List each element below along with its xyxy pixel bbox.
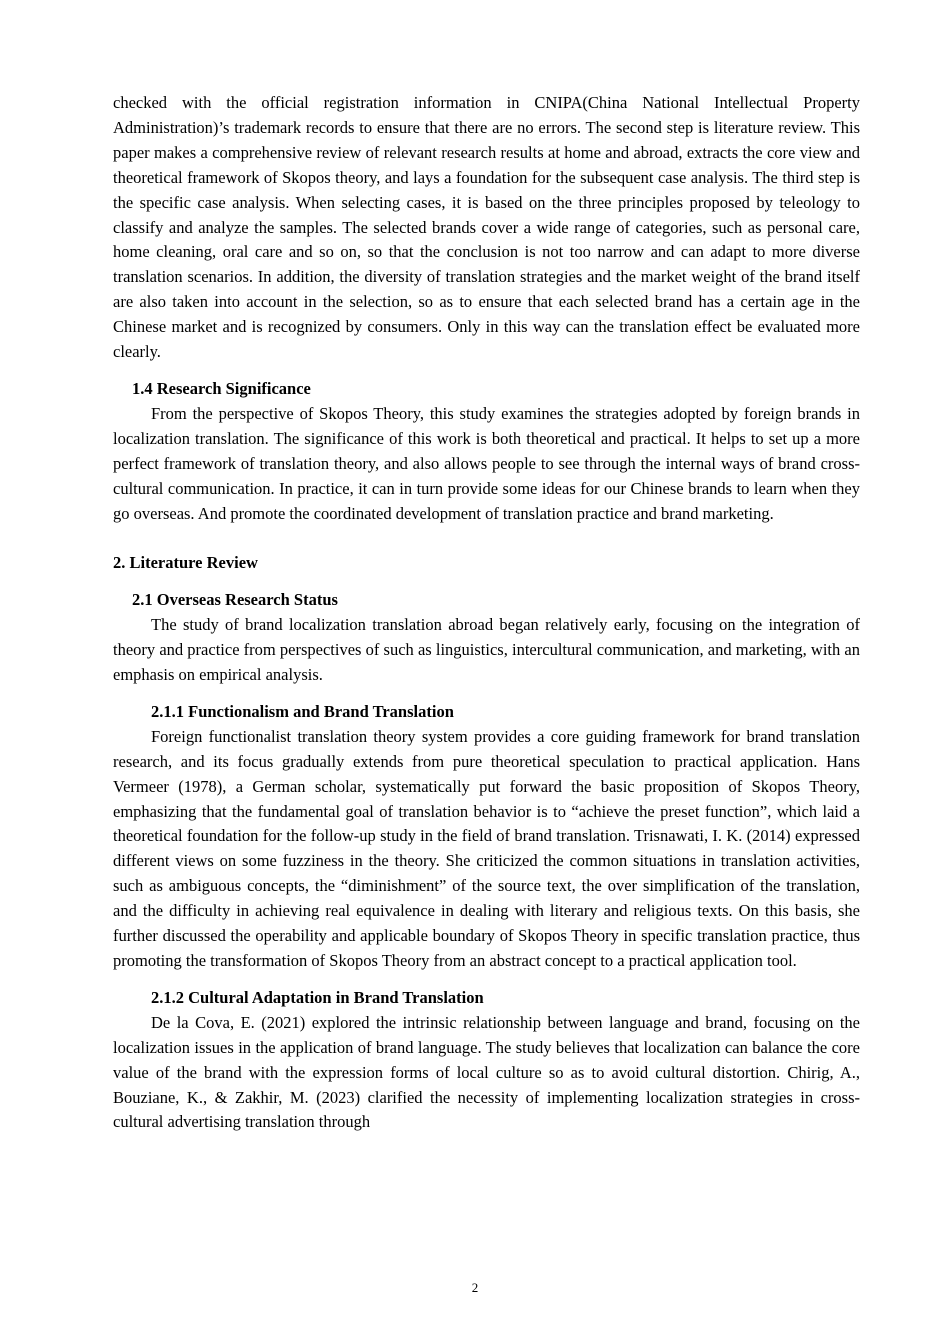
paragraph-functionalism: Foreign functionalist translation theory system provides a core guiding framework for brand translation research, and its focus gradually extends from pure theoretical speculation to practical application. Hans Vermeer (1978), a German scholar, systematically put forward the basic proposition of Skopos Theory, emphasizing that the fundamental goal of translation behavior is to “achieve the preset function”, which laid a theoretical foundation for the follow-up study in the field of brand translation. Trisnawati, I. K. (2014) expressed different views on some fuzziness in the theory. She criticized the common situations in translation activities, such as ambiguous concepts, the “diminishment” of the source text, the over simplification of the translation, and the difficulty in achieving real equivalence in dealing with literary and religious texts. On this basis, she further discussed the operability and applicable boundary of Skopos Theory in specific translation practice, thus promoting the transformation of Skopos Theory from an abstract concept to a practical application tool. bbox=[113, 726, 860, 970]
page-number: 2 bbox=[471, 1280, 479, 1295]
paragraph-research-significance: From the perspective of Skopos Theory, this study examines the strategies adopted by foreign brands in localization translation. The significance of this work is both theoretical and practical. It helps to set up a more perfect framework of translation theory, and also allows people to see through the internal ways of brand cross-cultural communication. In practice, it can in turn provide some ideas for our Chinese brands to learn when they go overseas. And promote the coordinated development of translation practice and brand marketing. bbox=[113, 403, 860, 523]
heading-1-4-research-significance: 1.4 Research Significance bbox=[132, 378, 311, 398]
heading-2-1-overseas-research-status: 2.1 Overseas Research Status bbox=[132, 590, 338, 610]
heading-2-literature-review: 2. Literature Review bbox=[113, 553, 258, 573]
paragraph-methodology: checked with the official registration information in CNIPA(China National Intellectual Property Administration)’s trademark records to ensure that there are no errors. The second step is literature review. This paper makes a comprehensive review of relevant research results at home and abroad, extracts the core view and theoretical framework of Skopos theory, and lays a foundation for the subsequent case analysis. The third step is the specific case analysis. When selecting cases, it is based on the three principles proposed by teleology to classify and analyze the samples. The selected brands cover a wide range of categories, such as personal care, home cleaning, oral care and so on, so that the conclusion is not too narrow and can adapt to more diverse translation scenarios. In addition, the diversity of translation strategies and the market weight of the brand itself are also taken into account in the selection, so as to ensure that each selected brand has a certain age in the Chinese market and is recognized by consumers. Only in this way can the translation effect be evaluated more clearly. bbox=[113, 93, 860, 362]
paragraph-cultural-adaptation: De la Cova, E. (2021) explored the intrinsic relationship between language and brand, focusing on the localization issues in the application of brand language. The study believes that localization can balance the core value of the brand with the expression forms of local culture so as to avoid cultural distortion. Chirig, A., Bouziane, K., & Zakhir, M. (2023) clarified the necessity of implementing localization strategies in cross-cultural advertising translation through bbox=[113, 1012, 860, 1132]
paragraph-overseas-research: The study of brand localization translation abroad began relatively early, focusing on the integration of theory and practice from perspectives of such as linguistics, intercultural communication, and marketing, with an emphasis on empirical analysis. bbox=[113, 615, 860, 685]
heading-2-1-2-cultural-adaptation: 2.1.2 Cultural Adaptation in Brand Translation bbox=[151, 987, 484, 1007]
page-body bbox=[113, 91, 860, 1135]
heading-2-1-1-functionalism: 2.1.1 Functionalism and Brand Translation bbox=[151, 701, 454, 721]
